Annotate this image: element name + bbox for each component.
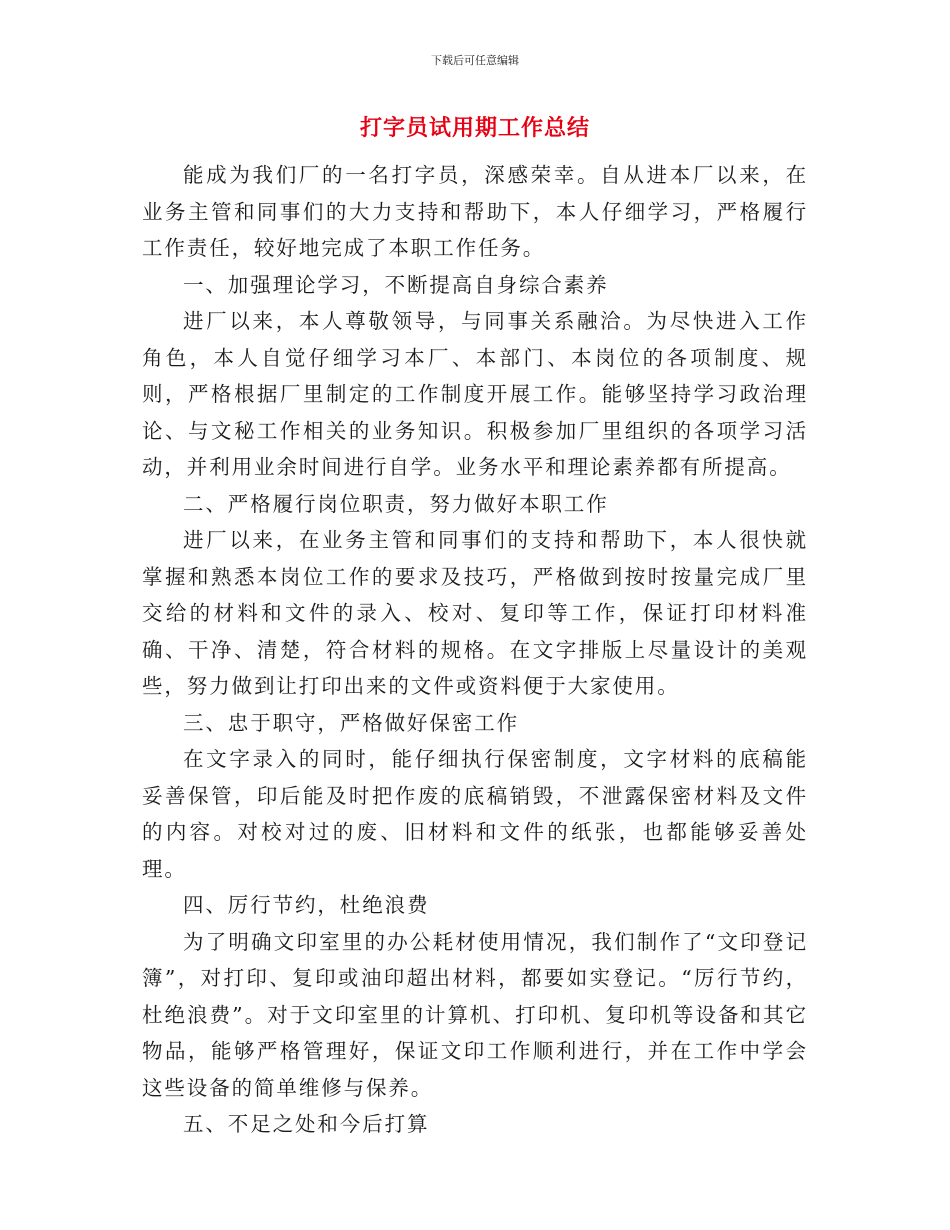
section-heading-5: 五、不足之处和今后打算 <box>183 1112 430 1136</box>
paragraph-section-2: 进厂以来，在业务主管和同事们的支持和帮助下，本人很快就掌握和熟悉本岗位工作的要求及技巧，严格做到按时按量完成厂里交给的材料和文件的录入、校对、复印等工作，保证打印材料准确、干净、清楚，符合材料的规格。在文字排版上尽量设计的美观些，努力做到让打印出来的文件或资料便于大家使用。 <box>142 528 808 698</box>
header-note: 下载后可任意编辑 <box>431 54 519 67</box>
document-body <box>142 157 808 1143</box>
paragraph-section-3: 在文字录入的同时，能仔细执行保密制度，文字材料的底稿能妥善保管，印后能及时把作废的底稿销毁，不泄露保密材料及文件的内容。对校对过的废、旧材料和文件的纸张，也都能够妥善处理。 <box>142 747 808 881</box>
paragraph-intro: 能成为我们厂的一名打字员，深感荣幸。自从进本厂以来，在业务主管和同事们的大力支持和帮助下，本人仔细学习，严格履行工作责任，较好地完成了本职工作任务。 <box>142 163 808 260</box>
paragraph-section-1: 进厂以来，本人尊敬领导，与同事关系融洽。为尽快进入工作角色，本人自觉仔细学习本厂、本部门、本岗位的各项制度、规则，严格根据厂里制定的工作制度开展工作。能够坚持学习政治理论、与文秘工作相关的业务知识。积极参加厂里组织的各项学习活动，并利用业余时间进行自学。业务水平和理论素养都有所提高。 <box>142 309 808 479</box>
document-title: 打字员试用期工作总结 <box>359 115 590 141</box>
paragraph-section-4: 为了明确文印室里的办公耗材使用情况，我们制作了“文印登记簿”，对打印、复印或油印超出材料，都要如实登记。“厉行节约，杜绝浪费”。对于文印室里的计算机、打印机、复印机等设备和其它物品，能够严格管理好，保证文印工作顺利进行，并在工作中学会这些设备的简单维修与保养。 <box>142 929 808 1100</box>
section-heading-3: 三、忠于职守，严格做好保密工作 <box>183 710 519 735</box>
section-heading-2: 二、严格履行岗位职责，努力做好本职工作 <box>183 491 609 516</box>
section-heading-4: 四、厉行节约，杜绝浪费 <box>183 893 430 917</box>
section-heading-1: 一、加强理论学习，不断提高自身综合素养 <box>183 272 609 297</box>
